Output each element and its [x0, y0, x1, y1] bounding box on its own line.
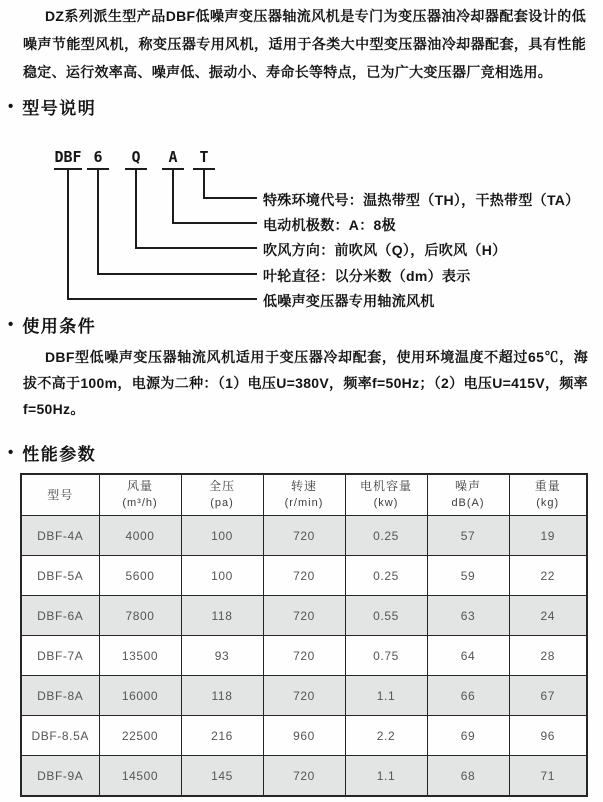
diagram-connector-vertical	[135, 168, 137, 249]
cell-motor-capacity: 0.75	[345, 636, 427, 676]
cell-weight: 24	[509, 596, 587, 636]
diagram-label-poles: 电动机极数：A：8极	[263, 217, 396, 233]
diagram-connector-horizontal	[135, 247, 257, 249]
cell-airflow: 7800	[99, 596, 181, 636]
header-label: 噪声	[454, 479, 481, 493]
cell-noise: 64	[427, 636, 509, 676]
header-label: 重量	[534, 479, 561, 493]
cell-noise: 66	[427, 676, 509, 716]
diagram-connector-horizontal	[67, 298, 257, 300]
cell-speed: 720	[263, 596, 345, 636]
cell-airflow: 16000	[99, 676, 181, 716]
table-row	[21, 556, 587, 596]
cell-model: DBF-9A	[21, 756, 99, 797]
cell-noise: 59	[427, 556, 509, 596]
cell-pressure: 118	[181, 676, 263, 716]
cell-speed: 720	[263, 636, 345, 676]
header-speed	[263, 474, 345, 516]
bullet-icon: •	[8, 98, 14, 115]
header-unit: (kg)	[536, 497, 560, 509]
cell-motor-capacity: 0.25	[345, 516, 427, 556]
diagram-label-environment: 特殊环境代号：温热带型（TH），干热带型（TA）	[263, 192, 580, 208]
model-code-part-direction: Q	[131, 148, 141, 166]
header-model	[21, 474, 99, 516]
cell-noise: 63	[427, 596, 509, 636]
cell-model: DBF-5A	[21, 556, 99, 596]
cell-pressure: 93	[181, 636, 263, 676]
cell-weight: 67	[509, 676, 587, 716]
cell-pressure: 145	[181, 756, 263, 797]
cell-weight: 96	[509, 716, 587, 756]
cell-pressure: 118	[181, 596, 263, 636]
cell-model: DBF-6A	[21, 596, 99, 636]
model-code-part-diameter: 6	[93, 148, 103, 166]
header-unit: (kw)	[373, 497, 399, 509]
cell-speed: 720	[263, 556, 345, 596]
header-noise	[427, 474, 509, 516]
header-airflow	[99, 474, 181, 516]
cell-motor-capacity: 0.25	[345, 556, 427, 596]
header-pressure	[181, 474, 263, 516]
diagram-connector-vertical	[203, 168, 205, 199]
header-label: 全压	[208, 479, 235, 493]
header-motor-capacity	[345, 474, 427, 516]
diagram-label-diameter: 叶轮直径：以分米数（dm）表示	[263, 268, 471, 284]
table-header-row	[21, 474, 587, 516]
diagram-connector-vertical	[67, 168, 69, 300]
header-weight	[509, 474, 587, 516]
model-code-diagram	[0, 130, 603, 315]
cell-airflow: 22500	[99, 716, 181, 756]
cell-airflow: 14500	[99, 756, 181, 797]
cell-weight: 22	[509, 556, 587, 596]
cell-pressure: 100	[181, 516, 263, 556]
cell-speed: 720	[263, 756, 345, 797]
usage-paragraph: DBF型低噪声变压器轴流风机适用于变压器冷却配套，使用环境温度不超过65℃，海拔不高于100m，电源为二种：（1）电压U=380V，频率f=50Hz；（2）电压U=415V，频率f=50Hz。	[23, 349, 588, 417]
cell-motor-capacity: 1.1	[345, 676, 427, 716]
header-label: 风量	[126, 479, 153, 493]
cell-noise: 69	[427, 716, 509, 756]
cell-weight: 28	[509, 636, 587, 676]
table-row	[21, 716, 587, 756]
diagram-connector-horizontal	[203, 197, 257, 199]
cell-model: DBF-8A	[21, 676, 99, 716]
model-code-part-environment: T	[199, 148, 209, 166]
bullet-icon: •	[8, 316, 14, 333]
section-heading-usage	[8, 312, 96, 337]
model-code-part-poles: A	[168, 148, 178, 166]
table-row	[21, 516, 587, 556]
cell-model: DBF-7A	[21, 636, 99, 676]
cell-speed: 960	[263, 716, 345, 756]
table-row	[21, 596, 587, 636]
cell-airflow: 4000	[99, 516, 181, 556]
cell-airflow: 13500	[99, 636, 181, 676]
diagram-label-fan-type: 低噪声变压器专用轴流风机	[263, 293, 435, 309]
intro-paragraph: DZ系列派生型产品DBF低噪声变压器轴流风机是专门为变压器油冷却器配套设计的低噪声节能型风机，称变压器专用风机，适用于各类大中型变压器油冷却器配套，具有性能稳定、运行效率高、噪声低、振动小、寿命长等特点，已为广大变压器厂竞相选用。	[23, 8, 586, 80]
cell-speed: 720	[263, 676, 345, 716]
cell-airflow: 5600	[99, 556, 181, 596]
cell-model: DBF-8.5A	[21, 716, 99, 756]
diagram-connector-vertical	[172, 168, 174, 224]
section-heading-performance	[8, 440, 96, 465]
section-title-performance: 性能参数	[22, 445, 97, 464]
cell-model: DBF-4A	[21, 516, 99, 556]
header-label: 型号	[47, 487, 74, 502]
diagram-connector-horizontal	[172, 222, 257, 224]
diagram-connector-vertical	[97, 168, 99, 275]
section-heading-model	[8, 94, 96, 119]
table-row	[21, 636, 587, 676]
header-label: 电机容量	[359, 479, 412, 493]
cell-weight: 71	[509, 756, 587, 797]
model-code-part-dbf: DBF	[54, 148, 82, 166]
cell-speed: 720	[263, 516, 345, 556]
cell-noise: 57	[427, 516, 509, 556]
header-unit: (r/min)	[284, 497, 324, 509]
cell-motor-capacity: 0.55	[345, 596, 427, 636]
cell-weight: 19	[509, 516, 587, 556]
performance-table	[20, 473, 588, 797]
section-title-model: 型号说明	[22, 99, 97, 118]
header-label: 转速	[290, 479, 317, 493]
cell-motor-capacity: 2.2	[345, 716, 427, 756]
diagram-connector-horizontal	[97, 273, 257, 275]
cell-motor-capacity: 1.1	[345, 756, 427, 797]
table-row	[21, 676, 587, 716]
header-unit: (m³/h)	[122, 497, 158, 509]
table-row	[21, 756, 587, 797]
header-unit: dB(A)	[451, 497, 485, 509]
cell-pressure: 216	[181, 716, 263, 756]
cell-pressure: 100	[181, 556, 263, 596]
header-unit: (pa)	[210, 497, 234, 509]
diagram-label-direction: 吹风方向：前吹风（Q），后吹风（H）	[263, 242, 507, 258]
section-title-usage: 使用条件	[22, 317, 97, 336]
cell-noise: 68	[427, 756, 509, 797]
bullet-icon: •	[8, 444, 14, 461]
